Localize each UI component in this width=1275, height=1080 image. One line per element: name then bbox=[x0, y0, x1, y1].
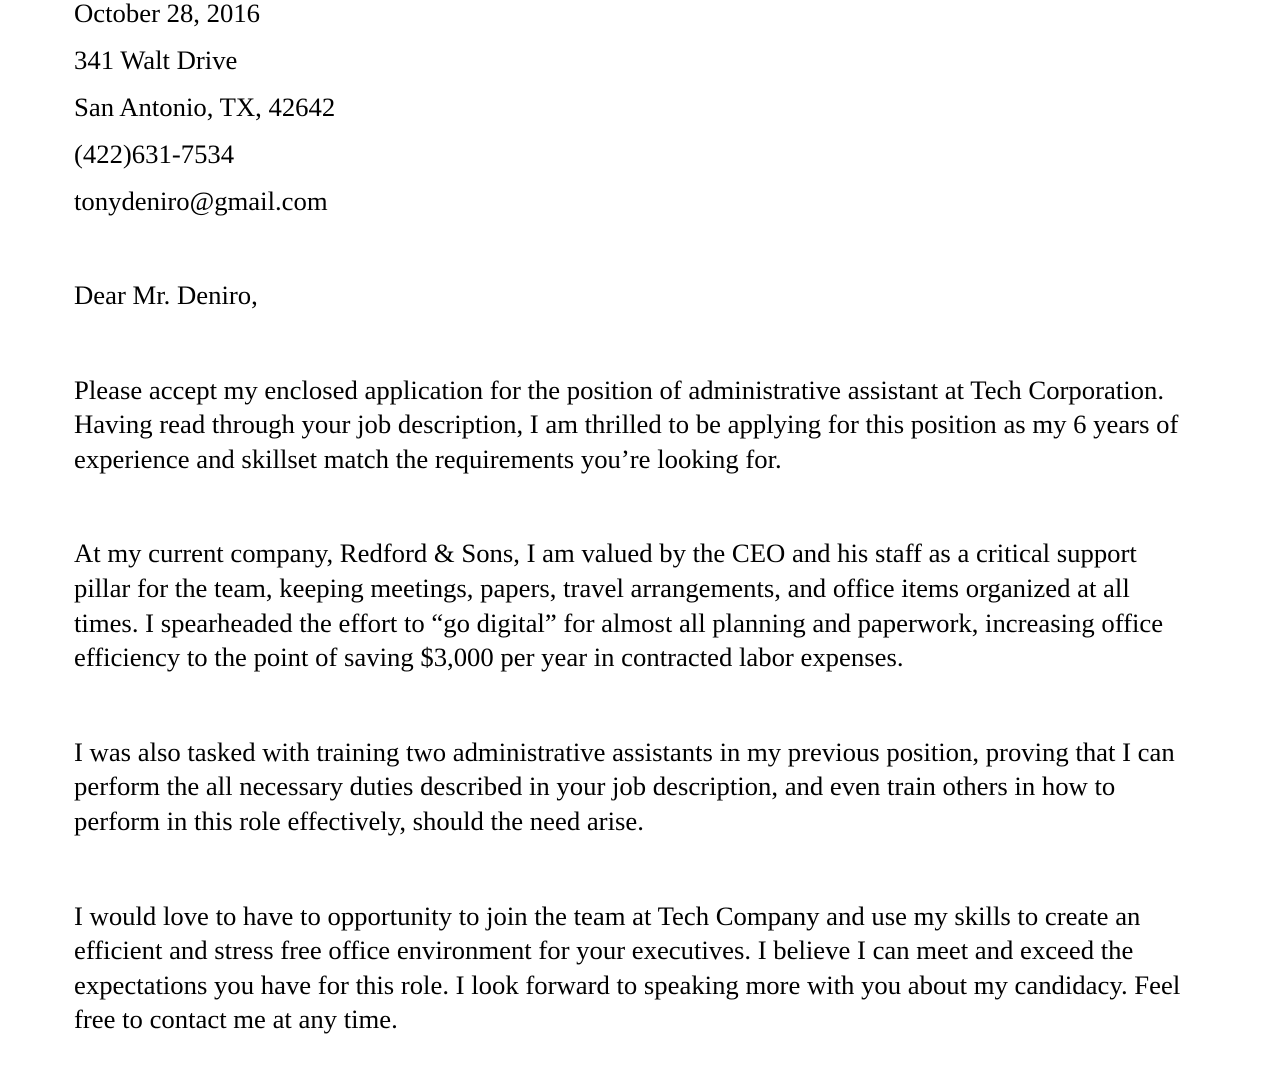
sender-city-state-zip: San Antonio, TX, 42642 bbox=[74, 92, 336, 122]
salutation: Dear Mr. Deniro, bbox=[74, 280, 258, 310]
sender-email: tonydeniro@gmail.com bbox=[74, 186, 328, 216]
body-paragraph-current-company: At my current company, Redford & Sons, I am valued by the CEO and his staff as a critical support pillar for the team, keeping meetings, papers, travel arrangements, and office items organized at all times. I spearheaded the effort to “go digital” for almost all planning and paperwork, increasing office efficiency to the point of saving $3,000 per year in contracted labor expenses. bbox=[74, 538, 1164, 673]
letter-date: October 28, 2016 bbox=[74, 0, 261, 28]
sender-street: 341 Walt Drive bbox=[74, 45, 238, 75]
sender-phone: (422)631-7534 bbox=[74, 139, 235, 169]
sender-block bbox=[74, 0, 1275, 225]
body-paragraph-intro: Please accept my enclosed application for the position of administrative assistant at Tech Corporation. Having read through your job description, I am thrilled to be applying for this position as my 6 years of experience and skillset match the requirements you’re looking for. bbox=[74, 374, 1179, 474]
body-paragraph-training-experience: I was also tasked with training two administrative assistants in my previous position, proving that I can perform the all necessary duties described in your job description, and even train others in how to perform in this role effectively, should the need arise. bbox=[74, 736, 1175, 836]
body-paragraph-closing: I would love to have to opportunity to join the team at Tech Company and use my skills to create an efficient and stress free office environment for your executives. I believe I can meet and exceed the expectations you have for this role. I look forward to speaking more with you about my candidacy. Feel free to contact me at any time. bbox=[74, 900, 1181, 1035]
